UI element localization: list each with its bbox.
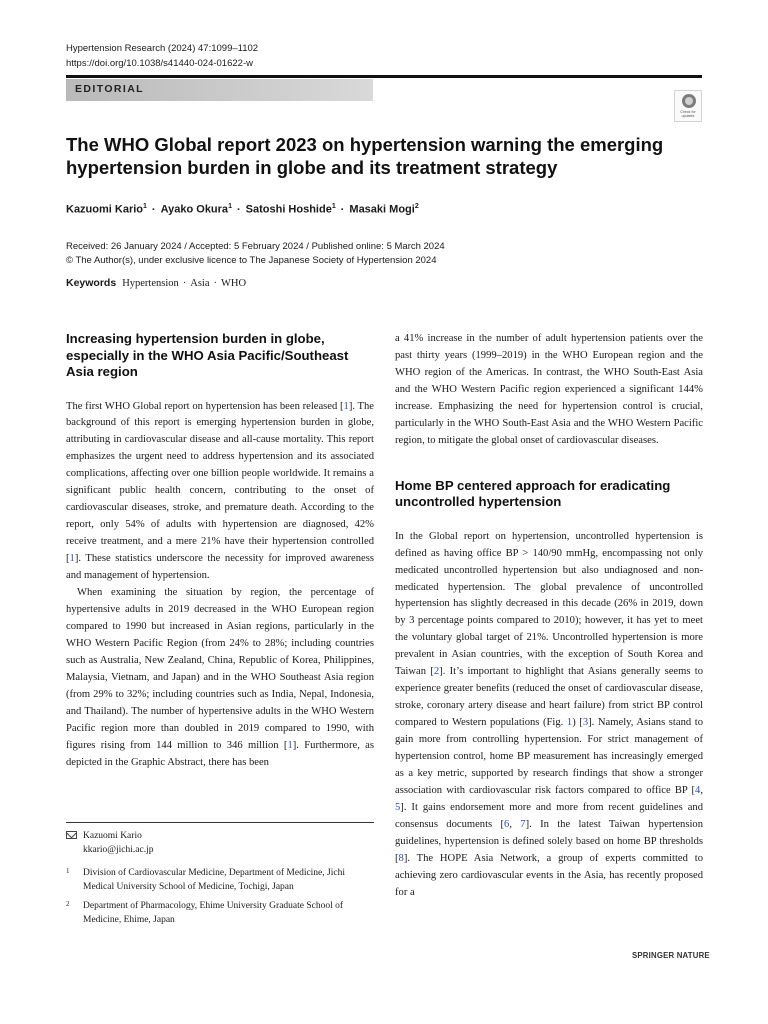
section-heading: Increasing hypertension burden in globe, especially in the WHO Asia Pacific/Southeast Asia region [66,331,349,379]
author-name[interactable]: Ayako Okura [160,203,229,216]
crossmark-icon [682,94,696,108]
affiliation [66,900,374,927]
author-affiliation-marker: 1 [228,203,232,210]
keywords [66,277,246,289]
citation-link[interactable]: 8 [398,852,404,864]
author-name[interactable]: Kazuomi Kario [66,203,144,216]
affiliation-text: Division of Cardiovascular Medicine, Department of Medicine, Jichi Medical University School of Medicine, Tochigi, Japan [83,868,345,892]
left-column [66,331,374,771]
citation-link[interactable]: 1 [343,400,349,412]
author-affiliation-marker: 1 [331,203,336,210]
affiliation [66,867,374,894]
body-paragraph: a 41% increase in the number of adult hypertension patients over the past thirty years (1999–2019) in the WHO European region and the WHO region of the Americas. In contrast, the WHO South-East Asia and the WHO Western Pacific region experienced a significant 144% increase. Emphasizing the need for hypertension control is crucial, particularly in the WHO South-East Asia and the WHO Western Pacific region, to mitigate the global onset of cardiovascular diseases. [395,333,703,446]
citation-link[interactable]: 1 [69,553,75,565]
affiliation-text: Department of Pharmacology, Ehime University Graduate School of Medicine, Ehime, Japan [83,901,344,925]
citation-link[interactable]: 5 [395,801,401,813]
envelope-icon [66,831,77,839]
citation-link[interactable]: 7 [520,818,526,830]
section-heading: Home BP centered approach for eradicating uncontrolled hypertension [395,477,671,510]
copyright-notice: © The Author(s), under exclusive licence to The Japanese Society of Hypertension 2024 [66,255,437,266]
doi-link[interactable]: https://doi.org/10.1038/s41440-024-01622-w [66,58,253,69]
citation-link[interactable]: 2 [433,666,440,678]
article-type-label: EDITORIAL [75,83,144,95]
footnote-rule [66,822,374,823]
keyword-separator: · [182,278,187,289]
article-type-banner [66,79,373,101]
body-paragraph: The first WHO Global report on hypertension has been released [1]. The background of this report is emerging hypertension burden in globe, attributing in cardiovascular disease and all-cause mortality. This report emphasizes the urgent need to address hypertension and its associated complications, affecting over one billion people worldwide. It remains a significant public health concern, contributing to the onset of cardiovascular diseases, stroke, and premature death. According to the report, only 54% of adults with hypertension are diagnosed, 42% receive treatment, and a mere 21% have their hypertension controlled [1]. These statistics underscore the necessity for improved awareness and management of hypertension. [66,400,374,582]
affiliation-number: 1 [66,867,70,875]
correspondence [66,830,153,857]
author-separator: · [236,203,241,216]
publication-dates [66,240,445,268]
corresponding-author: Kazuomi Kario [83,831,142,841]
author-affiliation-marker: 2 [414,203,419,210]
history-dates: Received: 26 January 2024 / Accepted: 5 February 2024 / Published online: 5 March 2024 [66,241,445,252]
journal-header [66,41,258,71]
body-paragraph: When examining the situation by region, the percentage of hypertensive adults in 2019 decreased in the WHO European region compared to 1990 but increased in Asian regions, particularly in the WHO Western Pacific Region (from 24% to 28%; including countries such as Australia, New Zealand, China, Republic of Korea, Philippines, Malaysia, Vietnam, and Japan) and in the WHO Southeast Asia region (from 29% to 32%; including countries such as India, Nepal, Indonesia, and Thailand). The number of hypertensive adults in the WHO Western Pacific region more than doubled in 2019 compared to 1990, with figures rising from 144 million to 346 million [1]. Furthermore, as depicted in the Graphic Abstract, there has been [66,586,375,768]
author-name[interactable]: Satoshi Hoshide [245,203,332,216]
citation-link[interactable]: 3 [582,717,589,729]
author-separator: · [151,203,156,216]
crossmark-button[interactable] [674,90,702,122]
citation-link[interactable]: 4 [695,784,701,796]
body-paragraph: In the Global report on hypertension, uncontrolled hypertension is defined as having office BP > 140/90 mmHg, encompassing not only medicated uncontrolled hypertension but also undiagnosed and non-medicated hypertension. The global prevalence of uncontrolled hypertension has slightly decreased in this decade (26% in 2019, down by 3 percentage points compared to 2010); however, it has yet to meet the voluntary global target of 21%. Uncontrolled hypertension is more prevalent in Asian countries, with the exception of South Korea and Taiwan [2]. It’s important to highlight that Asians generally seems to experience greater benefits (reduced the onset of cardiovascular disease, stroke, coronary artery disease and heart failure) from strict BP control compared to Western populations (Fig. 1) [3]. Namely, Asians stand to gain more from controlling hypertension. For strict management of hypertension control, home BP measurement has increasingly emerged as a key metric, supported by research findings that show a stronger association with cardiovascular risk factors compared to office BP [4, 5]. It gains endorsement more and more from recent guidelines and consensus documents [6, 7]. In the latest Taiwan hypertension guidelines, hypertension is defined solely based on home BP thresholds [8]. The HOPE Asia Network, a group of experts committed to achieving zero cardiovascular events in the Asia, has recently proposed for a [395,530,704,898]
keyword-separator: · [213,278,218,289]
author-separator: · [340,203,345,216]
keyword[interactable]: Asia [190,278,210,289]
crossmark-label: Check for updates [680,110,696,118]
journal-citation: Hypertension Research (2024) 47:1099–1102 [66,43,259,54]
correspondence-email[interactable]: kkario@jichi.ac.jp [83,844,154,855]
keywords-label: Keywords [66,277,117,289]
author-affiliation-marker: 1 [143,203,147,210]
right-column [395,331,703,902]
publisher-logo: SPRINGER NATURE [632,951,710,960]
figure-link[interactable]: 1 [566,717,573,729]
author-list [66,203,419,216]
affiliation-number: 2 [66,900,70,908]
keyword[interactable]: WHO [221,278,247,289]
article-title: The WHO Global report 2023 on hypertension warning the emerging hypertension burden in globe and its treatment strategy [66,134,664,178]
citation-link[interactable]: 1 [287,739,293,751]
top-rule [66,75,702,78]
keyword[interactable]: Hypertension [122,278,179,289]
author-name[interactable]: Masaki Mogi [349,203,415,216]
citation-link[interactable]: 6 [504,818,510,830]
